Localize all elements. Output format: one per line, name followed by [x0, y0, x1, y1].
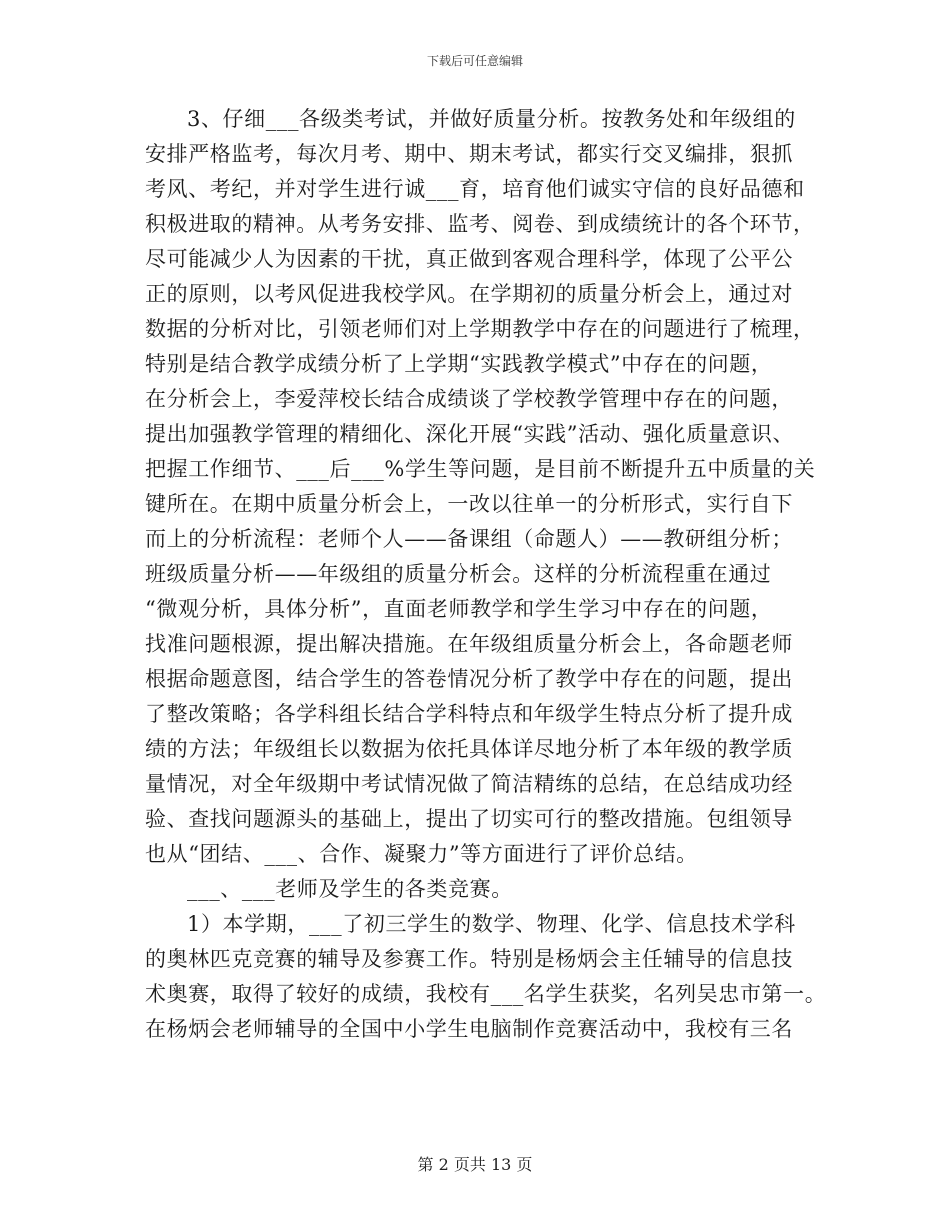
- paragraph-line: 把握工作细节、___后___%学生等问题，是目前不断提升五中质量的关: [145, 457, 816, 481]
- paragraph-line: 尽可能减少人为因素的干扰，真正做到客观合理科学，体现了公平公: [145, 247, 793, 271]
- paragraph-line: 特别是结合教学成绩分析了上学期“实践教学模式”中存在的问题，: [145, 352, 773, 376]
- paragraph-line: 键所在。在期中质量分析会上，一改以往单一的分析形式，实行自下: [145, 492, 793, 516]
- paragraph-line: 根据命题意图，结合学生的答卷情况分析了教学中存在的问题，提出: [145, 667, 793, 691]
- paragraph-line: 提出加强教学管理的精细化、深化开展“实践”活动、强化质量意识、: [145, 422, 795, 446]
- paragraph-line: 也从“团结、___、合作、凝聚力”等方面进行了评价总结。: [145, 842, 698, 866]
- paragraph-line: 绩的方法；年级组长以数据为依托具体详尽地分析了本年级的教学质: [145, 737, 793, 761]
- page-header: 下载后可任意编辑: [426, 54, 523, 68]
- paragraph-line: 3、仔细___各级类考试，并做好质量分析。按教务处和年级组的: [187, 107, 796, 131]
- paragraph-line: 在杨炳会老师辅导的全国中小学生电脑制作竞赛活动中，我校有三名: [145, 1017, 793, 1041]
- paragraph-line: 找准问题根源，提出解决措施。在年级组质量分析会上，各命题老师: [145, 632, 793, 656]
- paragraph-line: 1）本学期，___了初三学生的数学、物理、化学、信息技术学科: [187, 912, 796, 936]
- paragraph-line: 的奥林匹克竞赛的辅导及参赛工作。特别是杨炳会主任辅导的信息技: [145, 947, 793, 971]
- paragraph-line: 安排严格监考，每次月考、期中、期末考试，都实行交叉编排，狠抓: [145, 142, 793, 166]
- paragraph-line: 验、查找问题源头的基础上，提出了切实可行的整改措施。包组领导: [145, 807, 793, 831]
- paragraph-line: 术奥赛，取得了较好的成绩，我校有___名学生获奖，名列吴忠市第一。: [145, 982, 827, 1006]
- paragraph-line: 在分析会上，李爱萍校长结合成绩谈了学校教学管理中存在的问题，: [145, 387, 793, 411]
- paragraph-line: 班级质量分析——年级组的质量分析会。这样的分析流程重在通过: [145, 562, 772, 586]
- paragraph-line: 正的原则，以考风促进我校学风。在学期初的质量分析会上，通过对: [145, 282, 793, 306]
- paragraph-line: 量情况，对全年级期中考试情况做了简洁精练的总结，在总结成功经: [145, 772, 793, 796]
- paragraph-line: “微观分析，具体分析”，直面老师教学和学生学习中存在的问题，: [145, 597, 773, 621]
- paragraph-line: 数据的分析对比，引领老师们对上学期教学中存在的问题进行了梳理，: [145, 317, 815, 341]
- page-footer: 第 2 页共 13 页: [417, 1155, 533, 1174]
- paragraph-line: 了整改策略；各学科组长结合学科特点和年级学生特点分析了提升成: [145, 702, 793, 726]
- paragraph-line: 考风、考纪，并对学生进行诚___育，培育他们诚实守信的良好品德和: [145, 177, 805, 201]
- paragraph-line: 积极进取的精神。从考务安排、监考、阅卷、到成绩统计的各个环节，: [145, 212, 815, 236]
- section-heading: ___、___老师及学生的各类竞赛。: [187, 877, 513, 901]
- paragraph-line: 而上的分析流程：老师个人——备课组（命题人）——教研组分析；: [145, 527, 793, 551]
